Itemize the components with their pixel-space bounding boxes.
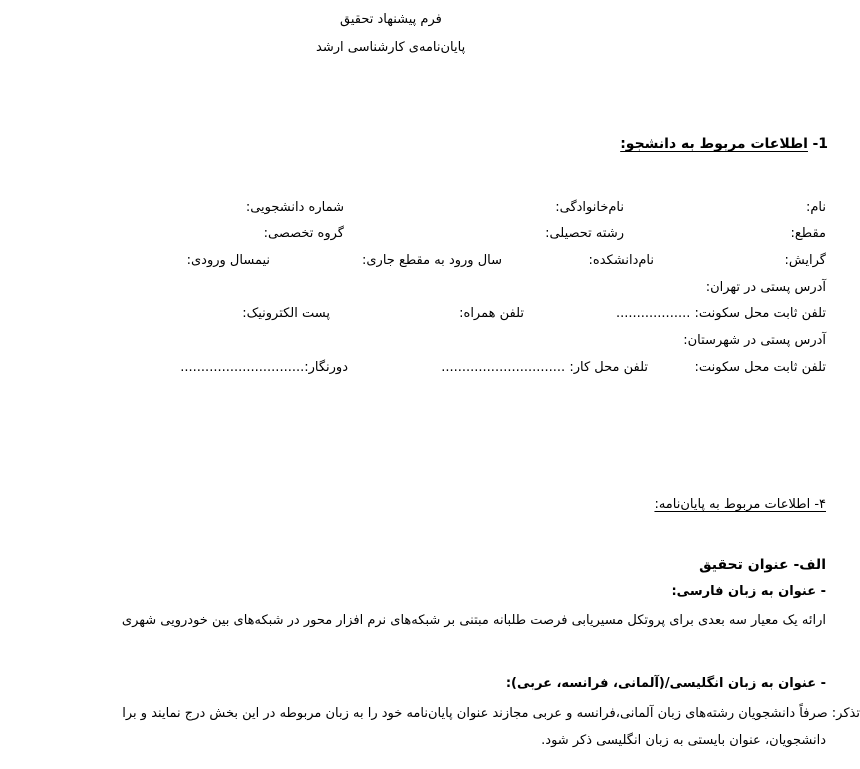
field-tehran-address: آدرس پستی در تهران: bbox=[705, 280, 826, 295]
field-home-phone-city: تلفن ثابت محل سکونت: bbox=[694, 360, 826, 375]
research-title-heading: الف- عنوان تحقیق bbox=[699, 557, 826, 573]
english-title-label: - عنوان به زبان انگلیسی/(آلمانی، فرانسه، عربی): bbox=[505, 676, 826, 691]
section1-number: 1- bbox=[812, 136, 828, 152]
field-orientation: گرایش: bbox=[784, 253, 826, 268]
form-subtitle: پایان‌نامه‌ی کارشناسی ارشد bbox=[316, 40, 466, 55]
persian-title-text: ارائه یک معیار سه بعدی برای پروتکل مسیریابی فرصت طلبانه مبتنی بر شبکه‌های نرم افزار محور در شبکه‌های بین خودرویی شهری bbox=[121, 613, 826, 628]
field-specialty-group: گروه تخصصی: bbox=[263, 226, 344, 241]
field-home-phone: تلفن ثابت محل سکونت: .................. bbox=[615, 306, 826, 321]
field-last-name: نام‌خانوادگی: bbox=[555, 200, 624, 215]
note-line-1: تذکر: صرفاً دانشجویان رشته‌های زبان آلمانی،فرانسه و عربی مجازند عنوان پایان‌نامه خود را به زبان مربوطه در این بخش درج نمایند و برا bbox=[122, 706, 860, 721]
note-line-2: دانشجویان، عنوان بایستی به زبان انگلیسی ذکر شود. bbox=[541, 733, 826, 748]
field-city-address: آدرس پستی در شهرستان: bbox=[683, 333, 826, 348]
section1-heading bbox=[620, 136, 828, 152]
field-major: رشته تحصیلی: bbox=[545, 226, 624, 241]
field-degree: مقطع: bbox=[790, 226, 826, 241]
field-faculty: نام‌دانشکده: bbox=[588, 253, 654, 268]
section4-heading: ۴- اطلاعات مربوط به پایان‌نامه: bbox=[654, 497, 826, 512]
field-mobile: تلفن همراه: bbox=[459, 306, 524, 321]
field-entry-year: سال ورود به مقطع جاری: bbox=[362, 253, 502, 268]
field-student-number: شماره دانشجویی: bbox=[245, 200, 344, 215]
field-email: پست الکترونیک: bbox=[242, 306, 330, 321]
field-entry-semester: نیمسال ورودی: bbox=[186, 253, 270, 268]
persian-title-label: - عنوان به زبان فارسی: bbox=[671, 584, 826, 599]
field-work-phone: تلفن محل کار: .............................. bbox=[441, 360, 648, 375]
field-first-name: نام: bbox=[805, 200, 826, 215]
form-title: فرم پیشنهاد تحقیق bbox=[340, 12, 442, 27]
field-fax: دورنگار:.............................. bbox=[180, 360, 348, 375]
section1-title: اطلاعات مربوط به دانشجو: bbox=[620, 136, 808, 152]
